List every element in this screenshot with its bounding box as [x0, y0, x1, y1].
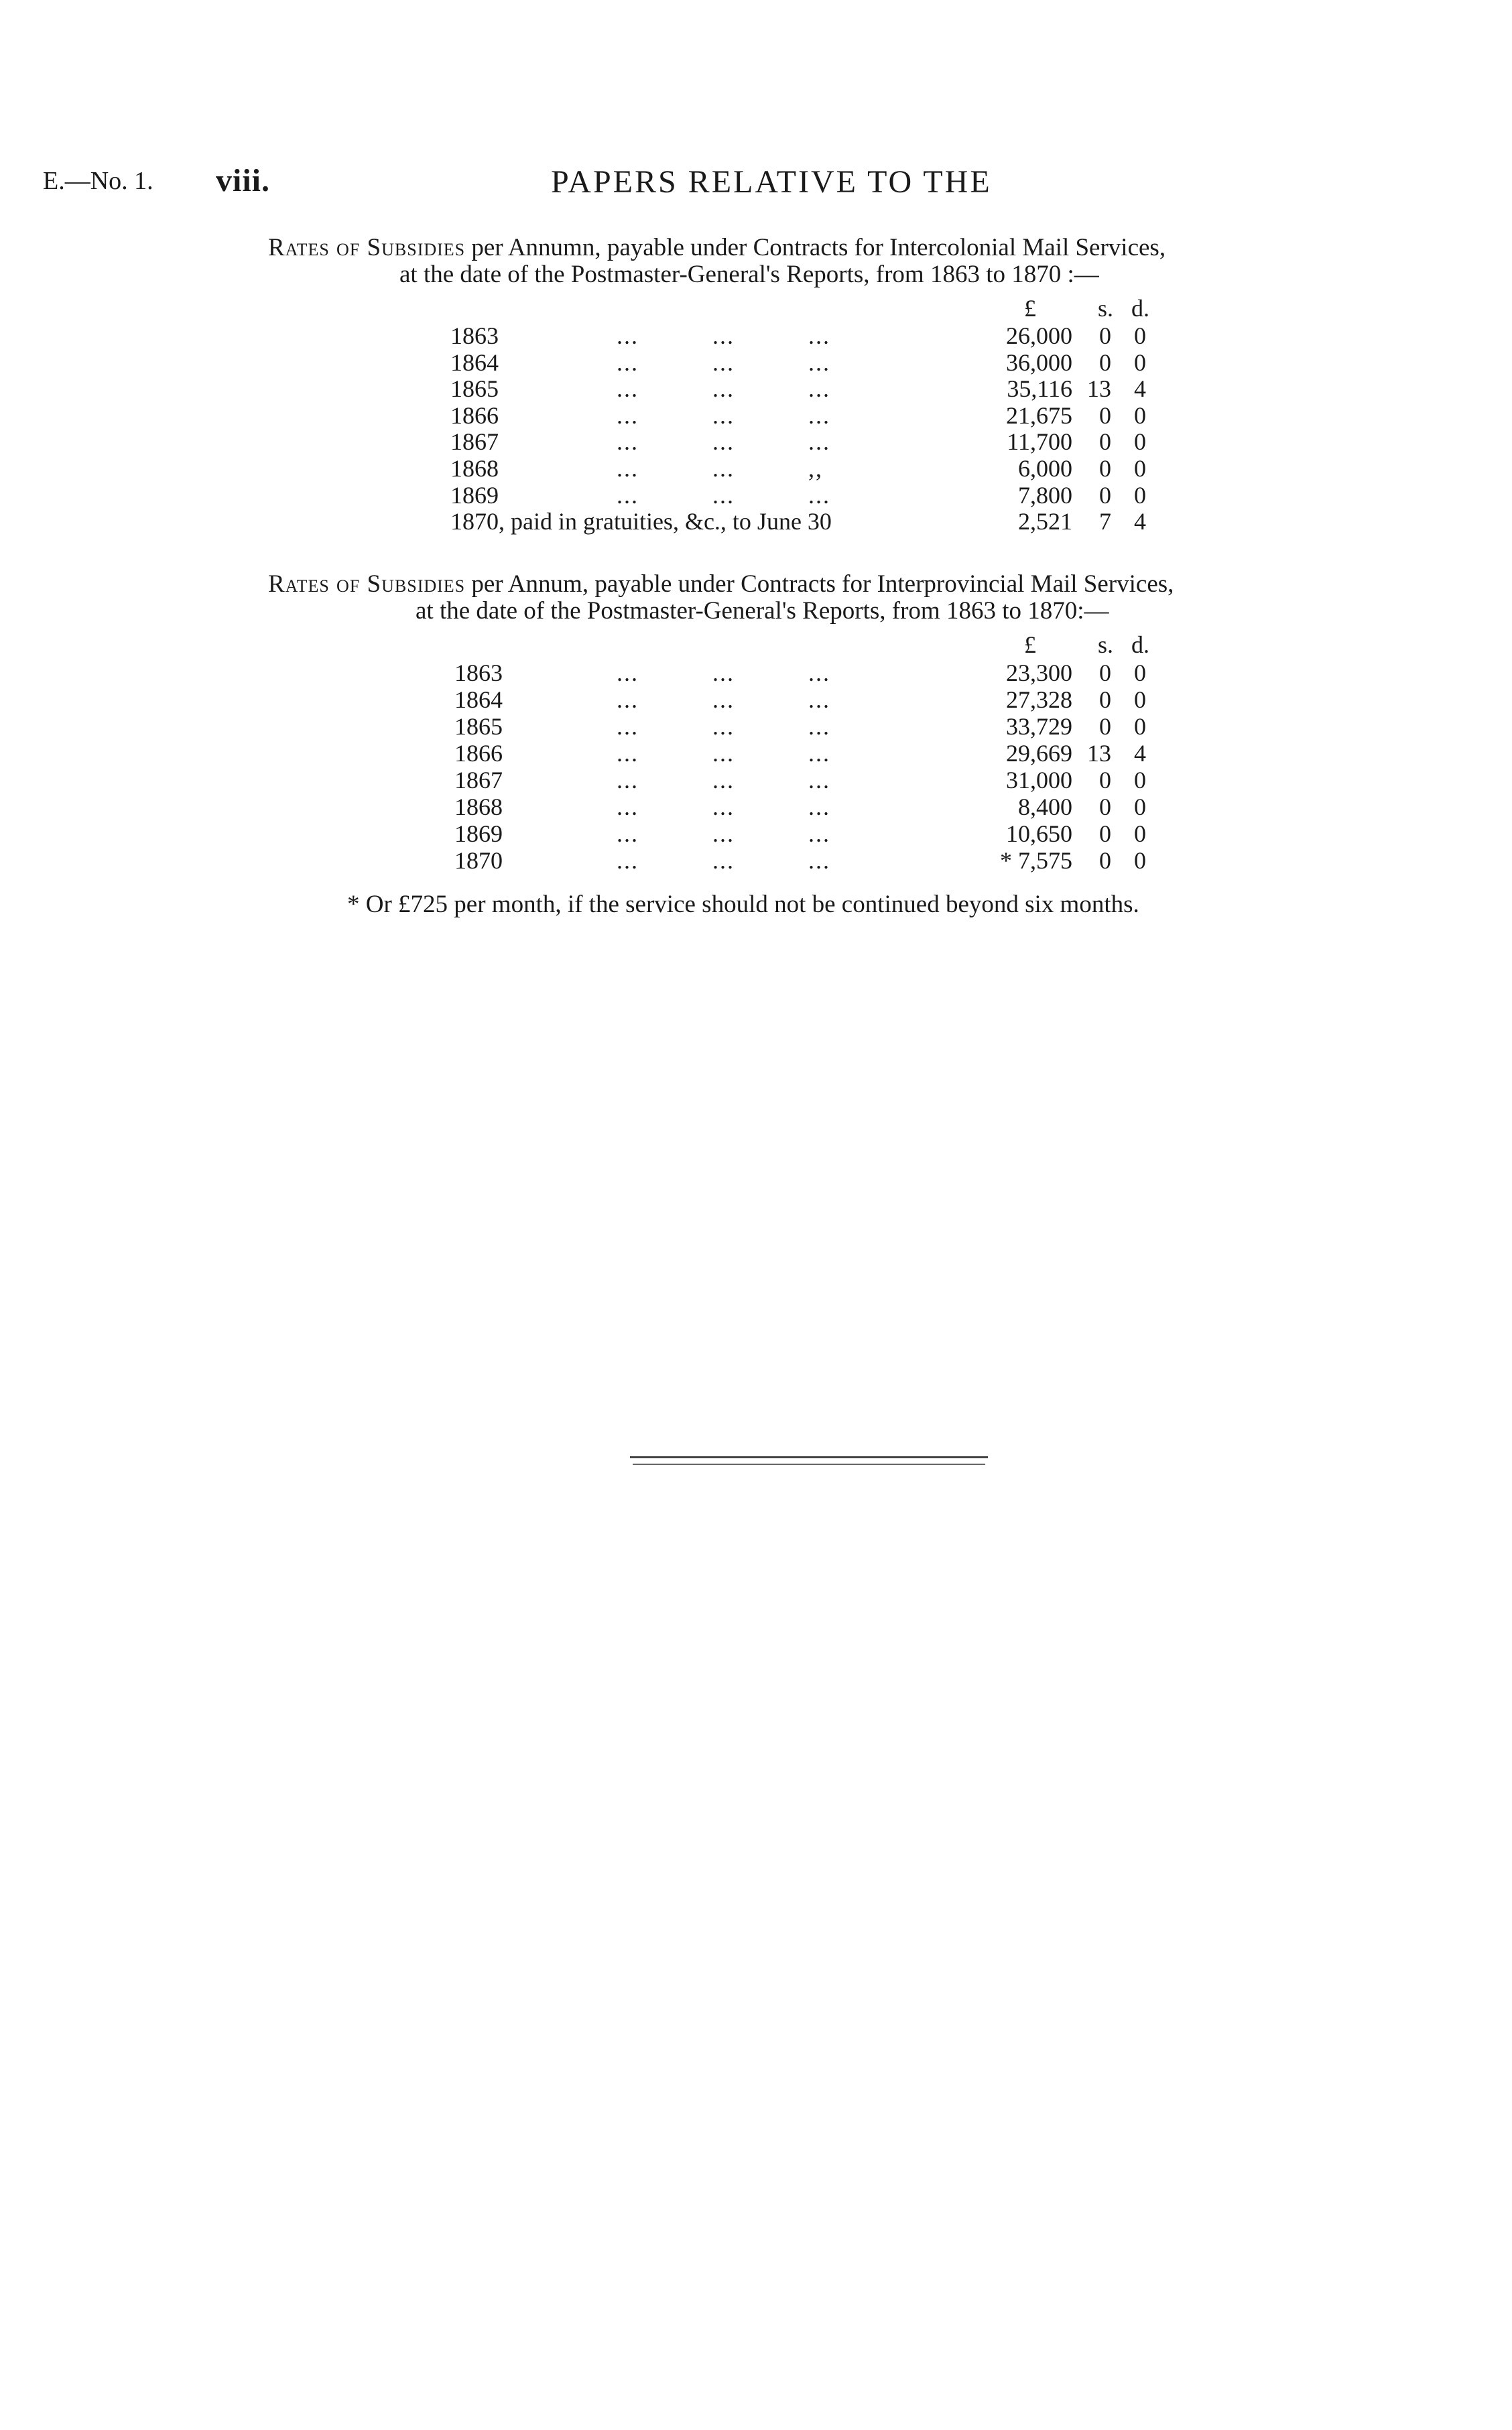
row-pounds: 23,300	[1006, 659, 1072, 686]
table-row	[450, 455, 1166, 482]
row-leader-dots: ... ... ...	[617, 793, 830, 820]
row-year: 1866	[450, 401, 499, 429]
row-year: 1866	[454, 740, 503, 767]
intercolonial-heading-caps: Rates of Subsidies	[268, 234, 466, 261]
table-row	[454, 793, 1166, 820]
row-pounds: 8,400	[1018, 793, 1072, 820]
interprovincial-heading-line2: at the date of the Postmaster-General's Reports, from 1863 to 1870:—	[416, 597, 1109, 625]
closing-rule-thin	[633, 1464, 985, 1465]
footnote: * Or £725 per month, if the service should not be continued beyond six months.	[347, 891, 1139, 918]
row-leader-dots: ... ... ...	[617, 659, 830, 686]
row-leader-dots: ... ... ...	[617, 401, 830, 429]
row-pounds: 21,675	[1006, 401, 1072, 429]
row-pence: 0	[1134, 455, 1146, 482]
row-leader-dots: ... ... ...	[617, 322, 830, 349]
interprovincial-col-pound: £	[1024, 631, 1036, 658]
row-year: 1863	[454, 659, 503, 686]
interprovincial-col-shillings: s.	[1098, 631, 1114, 658]
row-pence: 0	[1134, 820, 1146, 847]
row-pounds: 10,650	[1006, 820, 1072, 847]
row-pence: 0	[1134, 686, 1146, 713]
row-pence: 4	[1134, 508, 1146, 535]
row-pounds: 35,116	[1007, 375, 1072, 403]
page-number: viii.	[216, 163, 271, 198]
row-pounds: * 7,575	[1000, 847, 1072, 874]
row-year: 1865	[454, 713, 503, 740]
table-row	[450, 428, 1166, 455]
row-year: 1870, paid in gratuities, &c., to June 30	[450, 508, 832, 535]
row-leader-dots: ... ... ...	[617, 375, 830, 403]
row-shillings: 0	[1099, 348, 1111, 376]
interprovincial-heading-text: per Annum, payable under Contracts for Interprovincial Mail Services,	[465, 570, 1174, 598]
row-leader-dots: ... ... ...	[617, 348, 830, 376]
row-pence: 0	[1134, 767, 1146, 793]
row-shillings: 7	[1099, 508, 1111, 535]
row-shillings: 0	[1099, 455, 1111, 482]
row-shillings: 0	[1099, 659, 1111, 686]
row-year: 1870	[454, 847, 503, 874]
row-leader-dots: ... ... ...	[617, 740, 830, 767]
row-year: 1868	[454, 793, 503, 820]
row-shillings: 0	[1099, 847, 1111, 874]
row-shillings: 0	[1099, 713, 1111, 740]
row-year: 1867	[454, 767, 503, 793]
row-pence: 0	[1134, 713, 1146, 740]
table-row	[454, 686, 1166, 713]
row-year: 1869	[454, 820, 503, 847]
intercolonial-col-shillings: s.	[1098, 295, 1114, 322]
row-pence: 0	[1134, 847, 1146, 874]
table-row	[454, 847, 1166, 874]
table-row	[450, 349, 1166, 376]
table-row	[450, 375, 1166, 402]
row-leader-dots: ... ... ...	[617, 847, 830, 874]
table-row	[450, 482, 1166, 509]
row-shillings: 0	[1099, 793, 1111, 820]
row-pounds: 7,800	[1018, 481, 1072, 509]
row-shillings: 0	[1099, 767, 1111, 793]
row-pence: 0	[1134, 401, 1146, 429]
row-leader-dots: ... ... ...	[617, 820, 830, 847]
intercolonial-heading	[268, 235, 1166, 288]
intercolonial-heading-line2: at the date of the Postmaster-General's Reports, from 1863 to 1870 :—	[399, 261, 1099, 288]
row-pence: 0	[1134, 793, 1146, 820]
row-year: 1869	[450, 481, 499, 509]
row-shillings: 0	[1099, 428, 1111, 456]
row-leader-dots: ... ... ,,	[617, 455, 823, 482]
row-pence: 0	[1134, 481, 1146, 509]
row-pence: 0	[1134, 322, 1146, 349]
row-pounds: 31,000	[1006, 767, 1072, 793]
row-pence: 4	[1134, 375, 1146, 403]
document-reference: E.—No. 1.	[43, 167, 153, 195]
row-pence: 0	[1134, 348, 1146, 376]
row-pounds: 33,729	[1006, 713, 1072, 740]
row-shillings: 0	[1099, 820, 1111, 847]
interprovincial-col-pence: d.	[1131, 631, 1149, 658]
table-row	[450, 322, 1166, 349]
interprovincial-heading	[268, 571, 1174, 625]
row-shillings: 0	[1099, 481, 1111, 509]
row-leader-dots: ... ... ...	[617, 481, 830, 509]
row-pounds: 27,328	[1006, 686, 1072, 713]
table-row	[454, 767, 1166, 793]
row-pounds: 2,521	[1018, 508, 1072, 535]
row-pence: 0	[1134, 659, 1146, 686]
row-shillings: 0	[1099, 686, 1111, 713]
row-pounds: 36,000	[1006, 348, 1072, 376]
table-row	[454, 820, 1166, 847]
table-row	[454, 713, 1166, 740]
row-shillings: 0	[1099, 322, 1111, 349]
row-pounds: 6,000	[1018, 455, 1072, 482]
row-leader-dots: ... ... ...	[617, 428, 830, 456]
closing-rule	[630, 1456, 988, 1458]
table-row	[454, 740, 1166, 767]
intercolonial-heading-text: per Annumn, payable under Contracts for Intercolonial Mail Services,	[465, 234, 1166, 261]
intercolonial-col-pence: d.	[1131, 295, 1149, 322]
row-year: 1864	[454, 686, 503, 713]
row-year: 1865	[450, 375, 499, 403]
row-pounds: 11,700	[1007, 428, 1072, 456]
running-title: PAPERS RELATIVE TO THE	[551, 164, 992, 200]
row-year: 1863	[450, 322, 499, 349]
intercolonial-col-pound: £	[1024, 295, 1036, 322]
row-leader-dots: ... ... ...	[617, 767, 830, 793]
table-row	[450, 402, 1166, 429]
row-pence: 4	[1134, 740, 1146, 767]
row-pounds: 29,669	[1006, 740, 1072, 767]
row-pence: 0	[1134, 428, 1146, 456]
row-leader-dots: ... ... ...	[617, 713, 830, 740]
row-leader-dots: ... ... ...	[617, 686, 830, 713]
table-row	[450, 508, 1166, 535]
row-year: 1867	[450, 428, 499, 456]
row-shillings: 13	[1087, 375, 1111, 403]
row-year: 1868	[450, 455, 499, 482]
row-shillings: 13	[1087, 740, 1111, 767]
row-year: 1864	[450, 348, 499, 376]
row-pounds: 26,000	[1006, 322, 1072, 349]
table-row	[454, 659, 1166, 686]
row-shillings: 0	[1099, 401, 1111, 429]
interprovincial-heading-caps: Rates of Subsidies	[268, 570, 466, 598]
